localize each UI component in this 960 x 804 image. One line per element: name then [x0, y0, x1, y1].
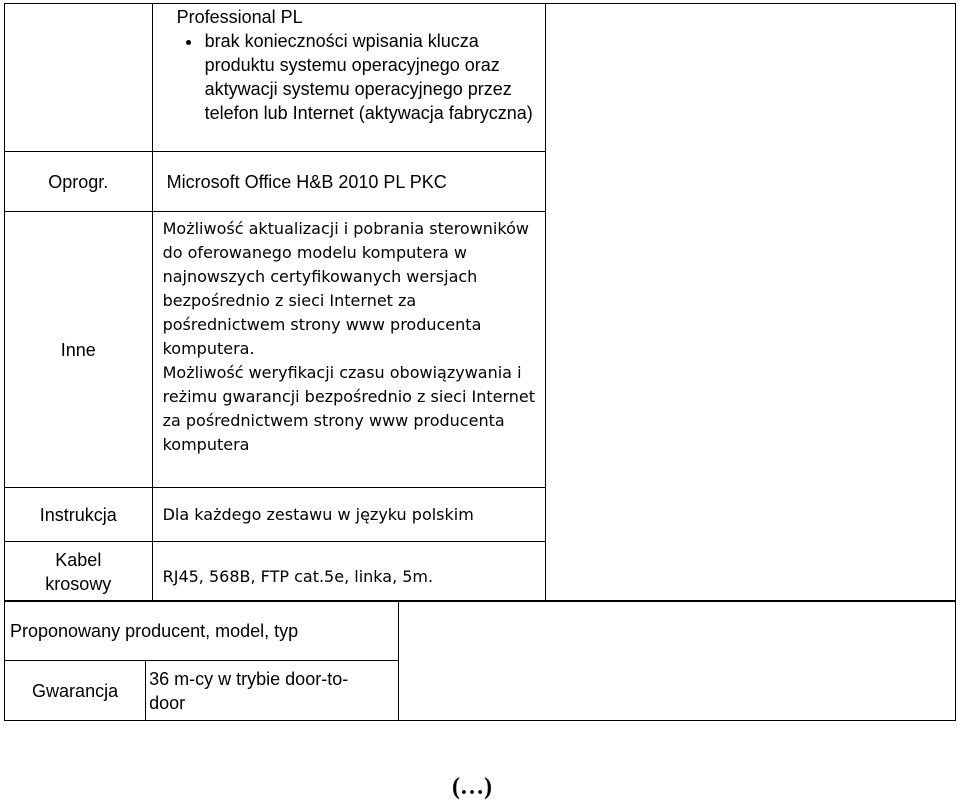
- manual-label: Instrukcja: [5, 488, 153, 542]
- producer-warranty-table: [4, 600, 956, 721]
- other-label: Inne: [5, 212, 153, 488]
- os-value-cell: [152, 4, 546, 152]
- os-label-cell: [5, 4, 153, 152]
- continuation-ellipsis: (…): [452, 774, 492, 800]
- proposed-row: [5, 601, 956, 661]
- specification-table: [4, 3, 956, 602]
- os-offer-cell: [546, 4, 956, 602]
- cable-value: RJ45, 568B, FTP cat.5e, linka, 5m.: [152, 542, 546, 602]
- cable-label: Kabel krosowy: [5, 542, 153, 602]
- os-activation-bullet: • brak konieczności wpisania klucza produktu systemu operacyjnego oraz aktywacji systemu operacyjnego przez telefon lub Internet (aktywacja fabryczna): [203, 29, 546, 125]
- warranty-check-text: Możliwość weryfikacji czasu obowiązywania i reżimu gwarancji bezpośrednio z sieci Internet za pośrednictwem strony www producenta komputera: [162, 363, 536, 454]
- warranty-label: Gwarancja: [5, 661, 146, 721]
- os-feature-list: [163, 29, 546, 125]
- manual-value: Dla każdego zestawu w języku polskim: [152, 488, 546, 542]
- driver-update-text: Możliwość aktualizacji i pobrania sterowników do oferowanego modelu komputera w najnowszych certyfikowanych wersjach bezpośrednio z sieci Internet za pośrednictwem strony www producenta komputera.: [162, 219, 529, 358]
- other-value-cell: [152, 212, 546, 488]
- proposed-label: Proponowany producent, model, typ: [5, 601, 399, 661]
- warranty-value: 36 m-cy w trybie door-to-door: [146, 661, 399, 721]
- software-value: Microsoft Office H&B 2010 PL PKC: [152, 152, 546, 212]
- spec-row-os: [5, 4, 956, 152]
- os-edition: Professional PL: [176, 7, 303, 27]
- software-label: Oprogr.: [5, 152, 153, 212]
- proposed-value: [399, 601, 956, 721]
